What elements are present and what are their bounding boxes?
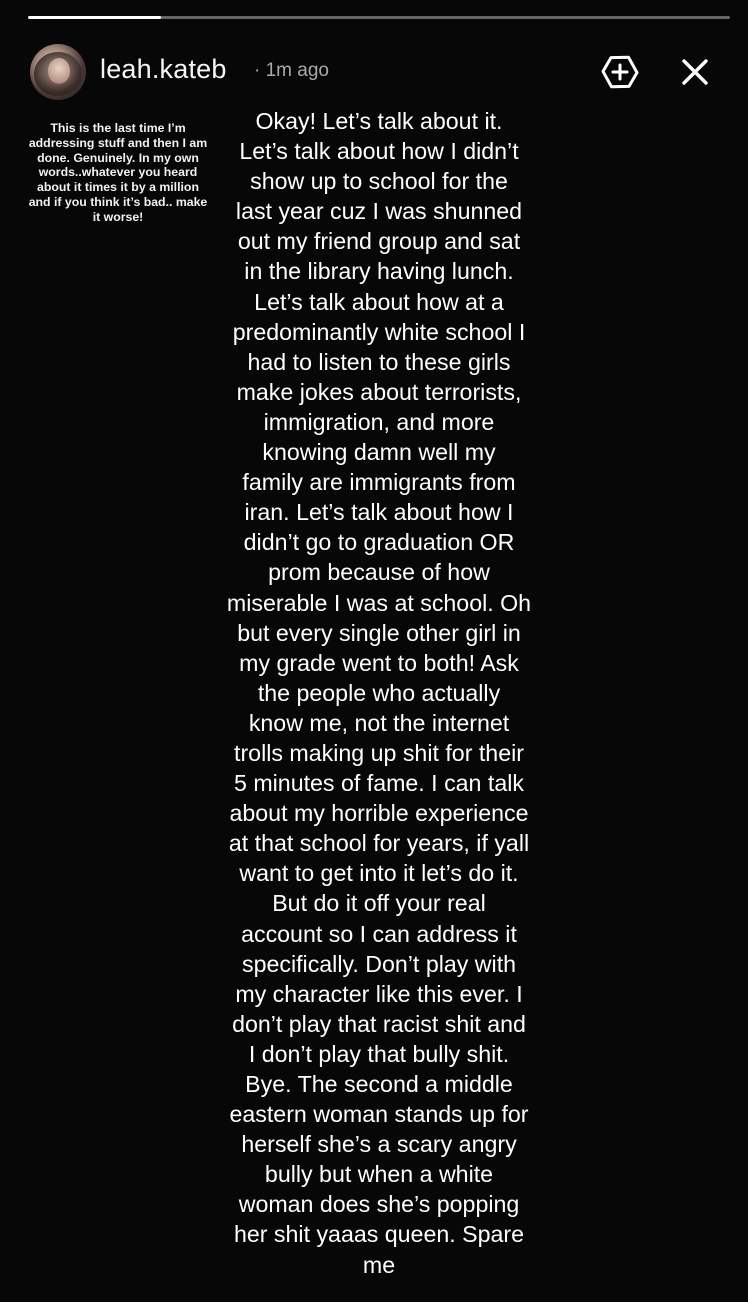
timestamp: · 1m ago (254, 60, 329, 81)
close-icon[interactable] (675, 52, 715, 92)
add-to-story-icon[interactable] (600, 52, 640, 92)
side-note-text: This is the last time I’m addressing stuff and then I am done. Genuinely. In my own words..whatever you heard about it times it by a million and if you think it’s bad.. make it worse! (28, 121, 208, 224)
avatar[interactable] (30, 44, 86, 100)
story-progress-fill (28, 16, 161, 19)
username[interactable]: leah.kateb (100, 54, 227, 84)
story-main-text: Okay! Let’s talk about it. Let’s talk about how I didn’t show up to school for the last year cuz I was shunned out my friend group and sat in the library having lunch. Let’s talk about how at a predominantly white school I had to listen to these girls make jokes about terrorists, immigration, and more knowing damn well my family are immigrants from iran. Let’s talk about how I didn’t go to graduation OR prom because of how miserable I was at school. Oh but every single other girl in my grade went to both! Ask the people who actually know me, not the internet trolls making up shit for their 5 minutes of fame. I can talk about my horrible experience at that school for years, if yall want to get into it let’s do it. But do it off your real account so I can address it specifically. Don’t play with my character like this ever. I don’t play that racist shit and I don’t play that bully shit. Bye. The second a middle eastern woman stands up for herself she’s a scary angry bully but when a white woman does she’s popping her shit yaaas queen. Spare me (226, 108, 532, 1278)
story-progress-bar (28, 16, 730, 19)
story-header (30, 44, 720, 100)
